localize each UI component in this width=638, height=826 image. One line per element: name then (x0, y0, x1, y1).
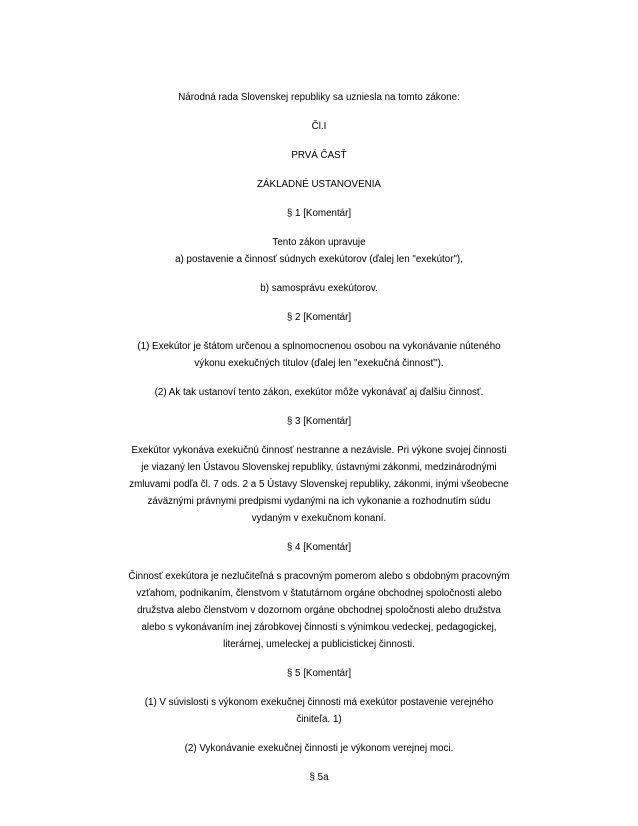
section-5-heading: § 5 [Komentár] (286, 668, 352, 679)
section-2-para-2-line: (2) Ak tak ustanoví tento zákon, exekútor môže vykonávať aj ďalšiu činnosť. (154, 387, 484, 398)
section-5a-heading: § 5a (309, 772, 329, 783)
section-2-para-1-line: (1) Exekútor je štátom určenou a splnomocnenou osobou na vykonávanie núteného (137, 341, 501, 352)
section-4-text-line: družstva alebo členstvom v dozornom orgáne obchodnej spoločnosti alebo družstva (137, 605, 501, 616)
part-heading: PRVÁ ČASŤ (291, 150, 347, 161)
section-3-text-line: Exekútor vykonáva exekučnú činnosť nestranne a nezávisle. Pri výkone svojej činnosti (131, 445, 507, 456)
section-3-text-line: je viazaný len Ústavou Slovenskej republiky, ústavnými zákonmi, medzinárodnými (141, 462, 497, 473)
section-2-para-1-line: výkonu exekučných titulov (ďalej len "exekučná činnosť"). (194, 358, 444, 369)
section-1-text-line: Tento zákon upravuje (272, 237, 366, 248)
section-3-heading: § 3 [Komentár] (286, 416, 352, 427)
section-3-text-line: záväznými právnymi predpismi vydanými na ich vykonanie a rozhodnutím súdu (147, 496, 491, 507)
part-title: ZÁKLADNÉ USTANOVENIA (257, 179, 381, 190)
section-4-text-line: alebo s vykonávaním inej zárobkovej činnosti s výnimkou vedeckej, pedagogickej, (141, 622, 497, 633)
preamble: Národná rada Slovenskej republiky sa uzniesla na tomto zákone: (178, 92, 460, 103)
section-3-text-line: zmluvami podľa čl. 7 ods. 2 a 5 Ústavy Slovenskej republiky, zákonmi, inými všeobecne (129, 479, 509, 490)
section-2-heading: § 2 [Komentár] (286, 312, 352, 323)
section-3-text-line: vydaným v exekučnom konaní. (251, 513, 387, 524)
section-5-para-1-line: činiteľa. 1) (296, 714, 342, 725)
article-heading: Čl.I (311, 121, 327, 132)
section-5-para-2-line: (2) Vykonávanie exekučnej činnosti je výkonom verejnej moci. (184, 743, 454, 754)
section-4-heading: § 4 [Komentár] (286, 542, 352, 553)
section-5-para-1-line: (1) V súvislosti s výkonom exekučnej činnosti má exekútor postavenie verejného (144, 697, 494, 708)
section-4-text-line: literárnej, umeleckej a publicistickej činnosti. (223, 639, 415, 650)
section-1-item-a: a) postavenie a činnosť súdnych exekútorov (ďalej len "exekútor"), (175, 254, 463, 265)
section-4-text-line: Činnosť exekútora je nezlučiteľná s pracovným pomerom alebo s obdobným pracovným (128, 571, 510, 582)
section-1-item-b: b) samosprávu exekútorov. (260, 283, 378, 294)
section-1-heading: § 1 [Komentár] (286, 208, 352, 219)
section-4-text-line: vzťahom, podnikaním, členstvom v štatutárnom orgáne obchodnej spoločnosti alebo (136, 588, 502, 599)
